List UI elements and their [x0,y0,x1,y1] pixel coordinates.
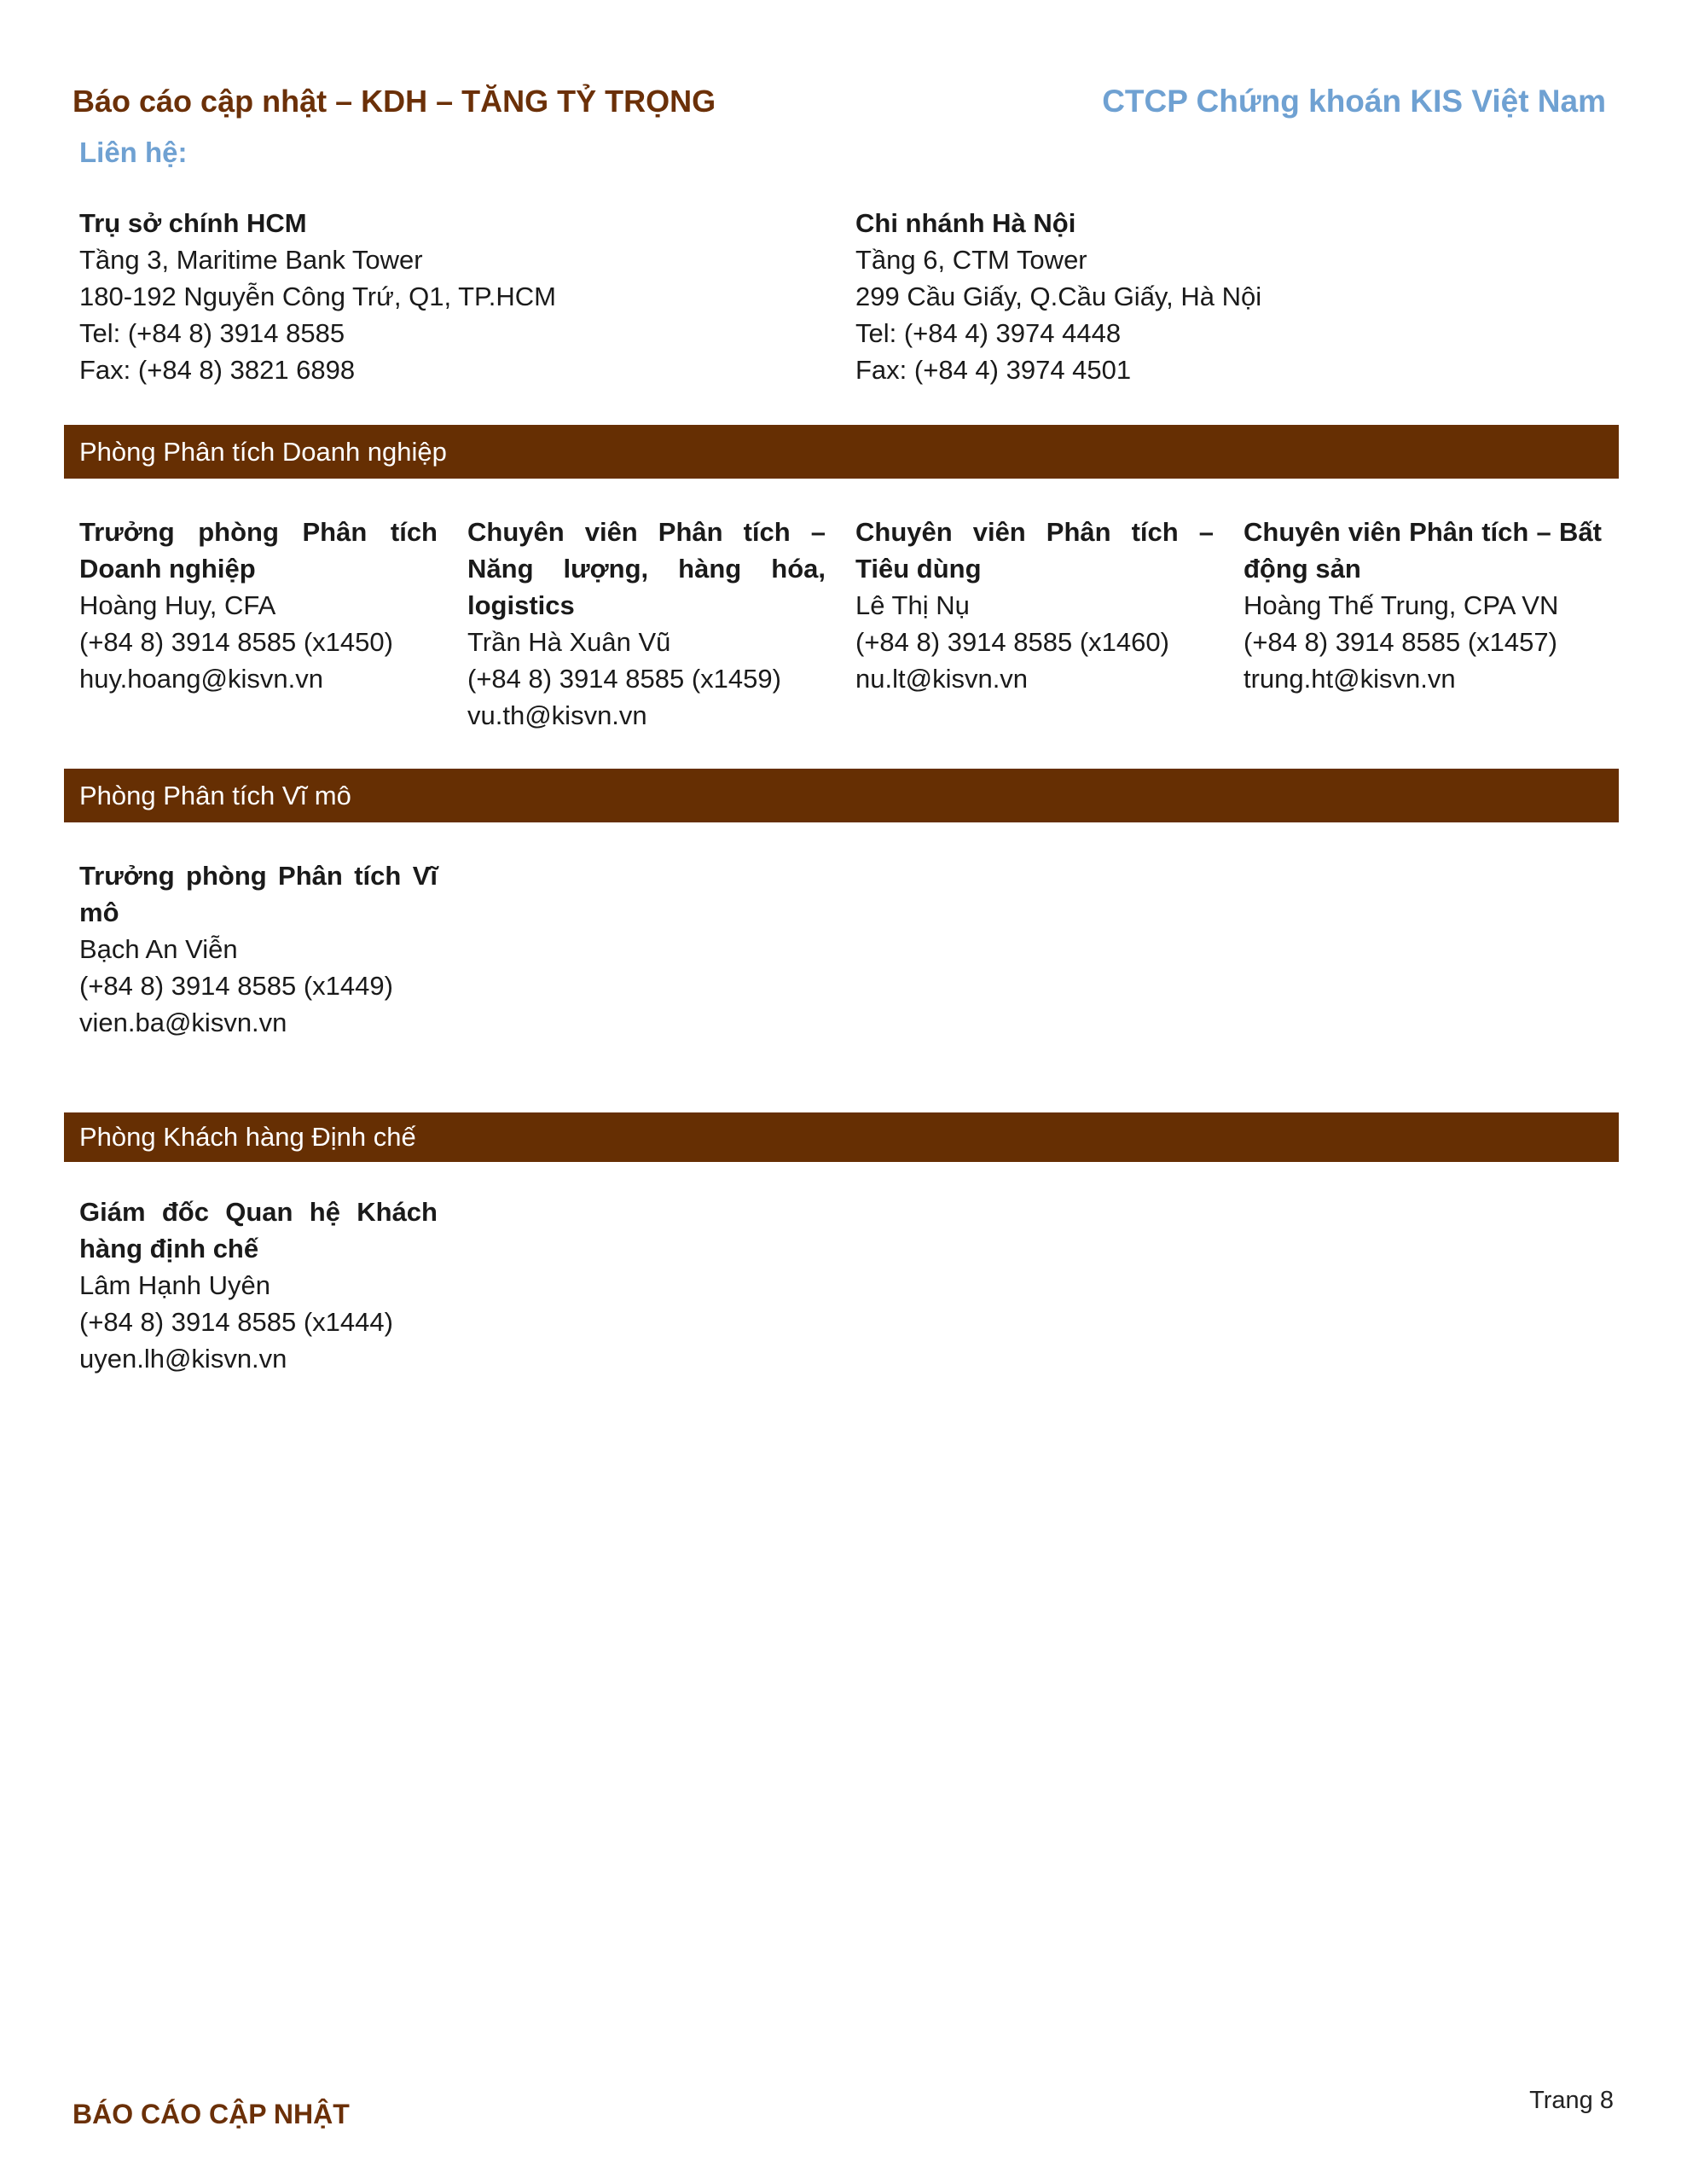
office-hanoi [855,205,1589,388]
office-hcm [79,205,813,388]
person-role: Chuyên viên Phân tích – Năng lượng, hàng hóa, logistics [467,517,826,620]
person-role: Giám đốc Quan hệ Khách hàng định chế [79,1197,438,1263]
section-bar-macro-research: Phòng Phân tích Vĩ mô [64,769,1619,822]
person-phone: (+84 8) 3914 8585 (x1444) [79,1307,393,1337]
person-name: Trần Hà Xuân Vũ [467,627,671,657]
person-card [79,857,438,1041]
section-bar-institutional-clients: Phòng Khách hàng Định chế [64,1112,1619,1162]
person-name: Hoàng Huy, CFA [79,590,276,620]
report-title: Báo cáo cập nhật – KDH – TĂNG TỶ TRỌNG [72,84,716,119]
person-role: Trưởng phòng Phân tích Doanh nghiệp [79,517,438,584]
office-tel: Tel: (+84 4) 3974 4448 [855,318,1122,348]
person-card [467,514,826,734]
person-role: Chuyên viên Phân tích – Tiêu dùng [855,517,1214,584]
office-fax: Fax: (+84 8) 3821 6898 [79,355,356,385]
company-name: CTCP Chứng khoán KIS Việt Nam [1102,84,1606,119]
person-email: vien.ba@kisvn.vn [79,1008,287,1037]
person-phone: (+84 8) 3914 8585 (x1459) [467,664,781,694]
person-name: Lâm Hạnh Uyên [79,1270,271,1300]
person-name: Lê Thị Nụ [855,590,970,620]
person-email: uyen.lh@kisvn.vn [79,1344,287,1374]
contact-heading: Liên hệ: [79,136,188,168]
office-name: Chi nhánh Hà Nội [855,208,1076,238]
office-address-line1: Tầng 6, CTM Tower [855,245,1087,275]
office-name: Trụ sở chính HCM [79,208,307,238]
person-phone: (+84 8) 3914 8585 (x1460) [855,627,1169,657]
person-phone: (+84 8) 3914 8585 (x1449) [79,971,393,1001]
person-card [79,514,438,697]
person-role: Trưởng phòng Phân tích Vĩ mô [79,861,438,927]
person-card [1244,514,1602,697]
section-bar-corporate-research: Phòng Phân tích Doanh nghiệp [64,425,1619,479]
person-phone: (+84 8) 3914 8585 (x1450) [79,627,393,657]
person-card [855,514,1214,697]
office-address-line2: 299 Cầu Giấy, Q.Cầu Giấy, Hà Nội [855,282,1262,311]
office-address-line2: 180-192 Nguyễn Công Trứ, Q1, TP.HCM [79,282,556,311]
person-role: Chuyên viên Phân tích – Bất động sản [1244,517,1602,584]
person-name: Bạch An Viễn [79,934,238,964]
person-email: trung.ht@kisvn.vn [1244,664,1456,694]
office-address-line1: Tầng 3, Maritime Bank Tower [79,245,423,275]
person-email: nu.lt@kisvn.vn [855,664,1029,694]
person-email: huy.hoang@kisvn.vn [79,664,323,694]
person-phone: (+84 8) 3914 8585 (x1457) [1244,627,1557,657]
person-card [79,1194,438,1377]
office-fax: Fax: (+84 4) 3974 4501 [855,355,1132,385]
footer-label: BÁO CÁO CẬP NHẬT [72,2099,350,2129]
page-number: Trang 8 [1529,2087,1614,2114]
person-email: vu.th@kisvn.vn [467,700,647,730]
office-tel: Tel: (+84 8) 3914 8585 [79,318,345,348]
person-name: Hoàng Thế Trung, CPA VN [1244,590,1559,620]
